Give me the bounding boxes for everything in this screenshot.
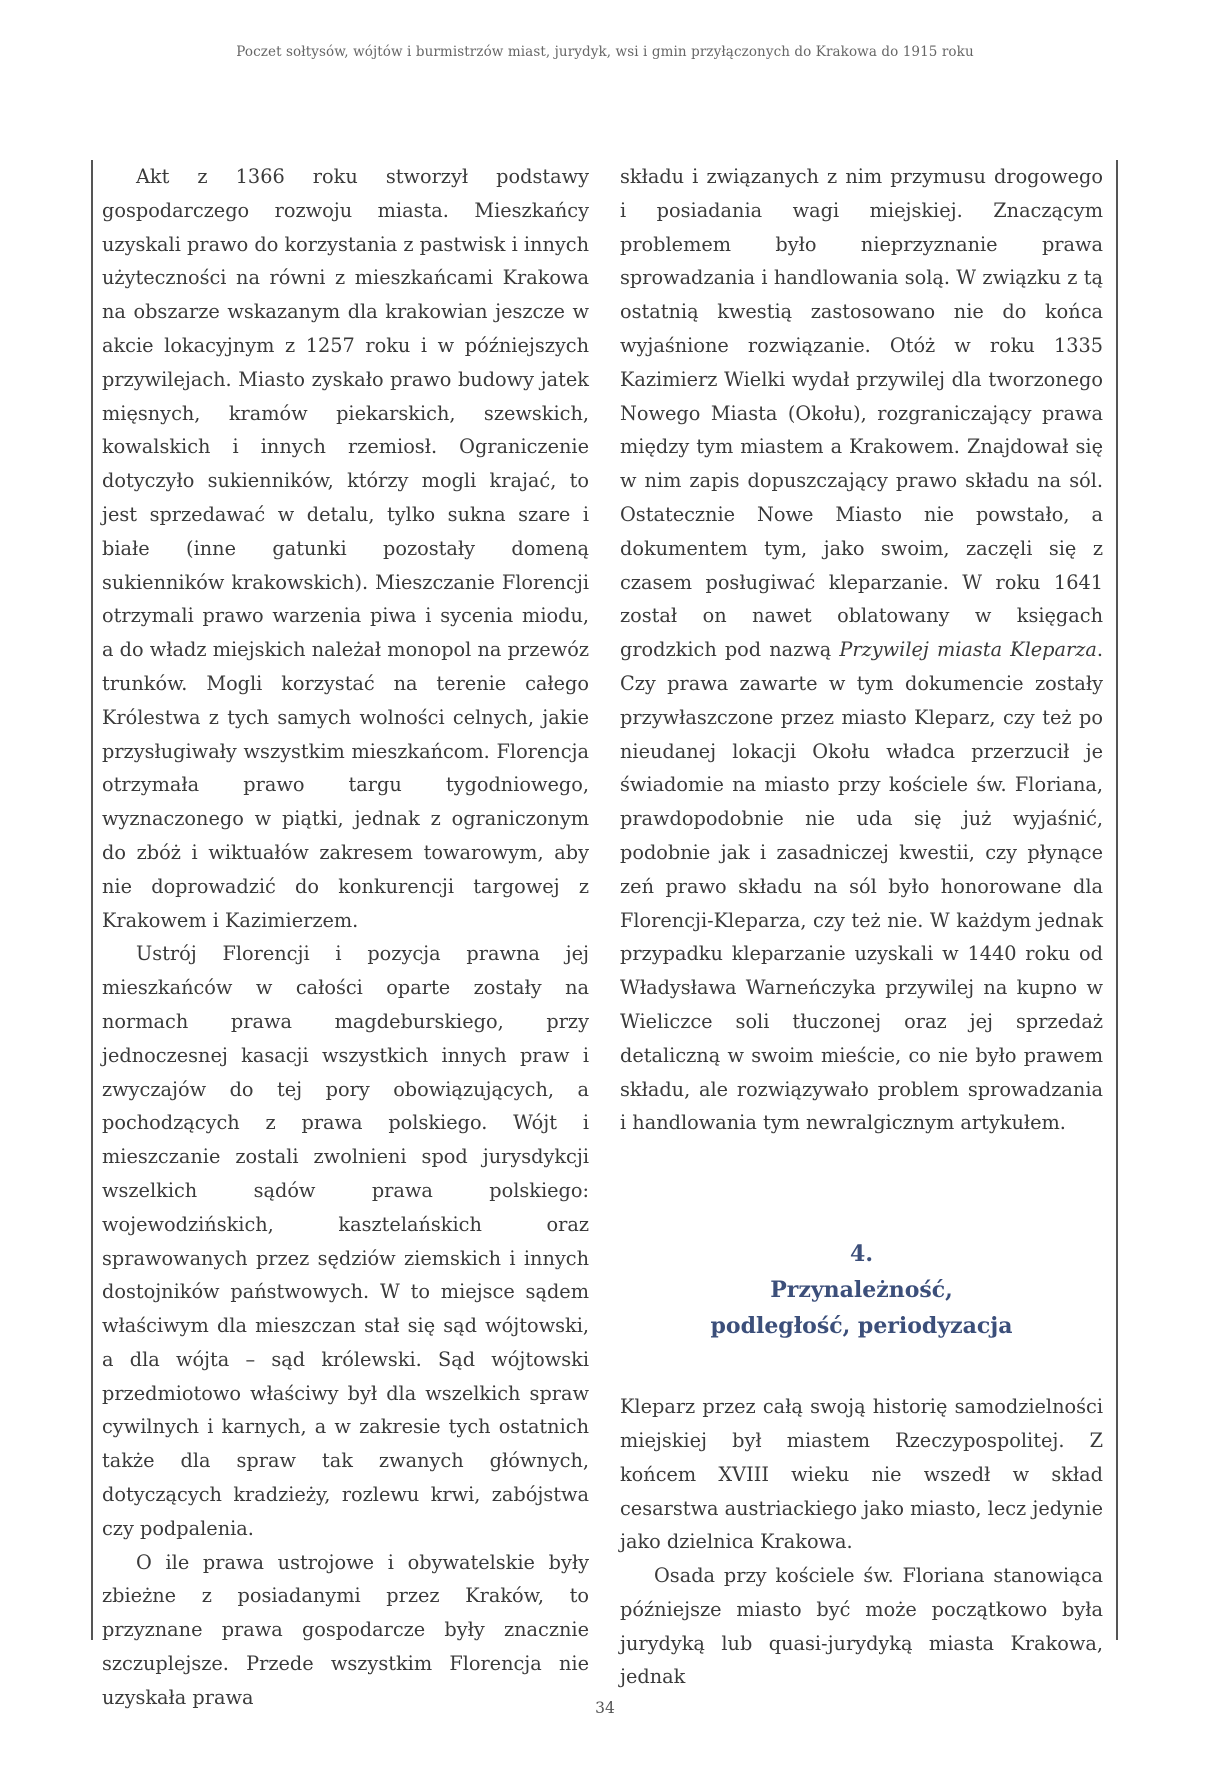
section-number: 4. bbox=[850, 1241, 873, 1268]
paragraph: Osada przy kościele św. Floriana stanowiąca późniejsze miasto być może początkowo była jurydyką lub quasi-jurydyką miasta Krakowa, jednak bbox=[620, 1564, 1103, 1689]
paragraph: O ile prawa ustrojowe i obywatelskie były zbieżne z posiadanymi przez Kraków, to przyznane prawa gospodarcze były znacznie szczuplejsze. Przede wszystkim Florencja nie uzyskała prawa bbox=[102, 1550, 589, 1709]
left-column bbox=[102, 160, 589, 1715]
paragraph: Kleparz przez całą swoją historię samodzielności miejskiej był miastem Rzeczypospolitej. Z końcem XVIII wieku nie wszedł w skład cesarstwa austriackiego jako miasto, lecz jedynie jako dzielnica Krakowa. bbox=[620, 1395, 1103, 1554]
paragraph: Akt z 1366 roku stworzył podstawy gospodarczego rozwoju miasta. Mieszkańcy uzyskali prawo do korzystania z pastwisk i innych użyteczności na równi z mieszkańcami Krakowa na obszarze wskazanym dla krakowian jeszcze w akcie lokacyjnym z 1257 roku i w późniejszych przywilejach. Miasto zyskało prawo budowy jatek mięsnych, kramów piekarskich, szewskich, kowalskich i innych rzemiosł. Ograniczenie dotyczyło sukienników, którzy mogli krajać, to jest sprzedawać w detalu, tylko sukna szare i białe (inne gatunki pozostały domeną sukienników krakowskich). Mieszczanie Florencji otrzymali prawo warzenia piwa i sycenia miodu, a do władz miejskich należał monopol na przewóz trunków. Mogli korzystać na terenie całego Królestwa z tych samych wolności celnych, jakie przysługiwały wszystkim mieszkańcom. Florencja otrzymała prawo targu tygodniowego, wyznaczonego w piątki, jednak z ograniczonym do zbóż i wiktuałów zakresem towarowym, aby nie doprowadzić do konkurencji targowej z Krakowem i Kazimierzem. bbox=[102, 165, 589, 932]
paragraph-text: . Czy prawa zawarte w tym dokumencie zostały przywłaszczone przez miasto Kleparz, czy też po nieudanej lokacji Okołu władca przerzucił je świadomie na miasto przy kościele św. Floriana, prawdopodobnie nie uda się już wyjaśnić, podobnie jak i zasadniczej kwestii, czy płynące zeń prawo składu na sól było honorowane dla Florencji-Kleparza, czy też nie. W każdym jednak przypadku kleparzanie uzyskali w 1440 roku od Władysława Warneńczyka przywilej na kupno w Wieliczce soli tłuczonej oraz jej sprzedaż detaliczną w swoim mieście, co nie było prawem składu, ale rozwiązywało problem sprowadzania i handlowania tym newralgicznym artykułem. bbox=[620, 638, 1103, 1135]
left-margin-rule bbox=[91, 160, 93, 1640]
right-margin-rule bbox=[1116, 160, 1118, 1640]
paragraph bbox=[620, 160, 1103, 1140]
section-title-line1: Przynależność, bbox=[770, 1277, 953, 1304]
right-column bbox=[620, 160, 1103, 1694]
document-title-italic: Przywilej miasta Kleparza bbox=[839, 638, 1097, 662]
paragraph: Ustrój Florencji i pozycja prawna jej mieszkańców w całości oparte zostały na normach prawa magdeburskiego, przy jednoczesnej kasacji wszystkich innych praw i zwyczajów do tej pory obowiązujących, a pochodzących z prawa polskiego. Wójt i mieszczanie zostali zwolnieni spod jurysdykcji wszelkich sądów prawa polskiego: wojewodzińskich, kasztelańskich oraz sprawowanych przez sędziów ziemskich i innych dostojników państwowych. W to miejsce sądem właściwym dla mieszczan stał się sąd wójtowski, a dla wójta – sąd królewski. Sąd wójtowski przedmiotowo właściwy był dla wszelkich spraw cywilnych i karnych, a w zakresie tych ostatnich także dla spraw tak zwanych głównych, dotyczących kradzieży, rozlewu krwi, zabójstwa czy podpalenia. bbox=[102, 942, 589, 1540]
section-heading bbox=[620, 1236, 1103, 1344]
section-title-line2: podległość, periodyzacja bbox=[710, 1313, 1013, 1340]
page-number: 34 bbox=[595, 1699, 615, 1717]
paragraph-text: składu i związanych z nim przymusu drogowego i posiadania wagi miejskiej. Znaczącym problemem było nieprzyznanie prawa sprowadzania i handlowania solą. W związku z tą ostatnią kwestią zastosowano nie do końca wyjaśnione rozwiązanie. Otóż w roku 1335 Kazimierz Wielki wydał przywilej dla tworzonego Nowego Miasta (Okołu), rozgraniczający prawa między tym miastem a Krakowem. Znajdował się w nim zapis dopuszczający prawo składu na sól. Ostatecznie Nowe Miasto nie powstało, a dokumentem tym, jako swoim, zaczęli się z czasem posługiwać kleparzanie. W roku 1641 został on nawet oblatowany w księgach grodzkich pod nazwą bbox=[620, 165, 1103, 662]
running-header: Poczet sołtysów, wójtów i burmistrzów miast, jurydyk, wsi i gmin przyłączonych do Krakowa do 1915 roku bbox=[236, 44, 974, 60]
